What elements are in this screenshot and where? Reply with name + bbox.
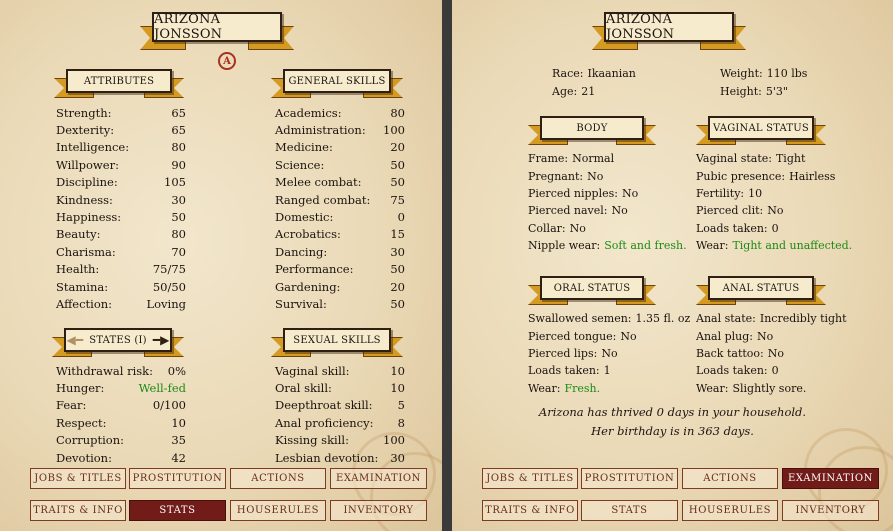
stat-value: 50 xyxy=(390,296,405,311)
stat-value: Well-fed xyxy=(138,381,186,396)
status-label: Vaginal state: xyxy=(696,152,772,166)
stat-label: Charisma: xyxy=(56,244,116,259)
stat-label: Science: xyxy=(275,157,325,172)
stat-row-affection xyxy=(56,295,186,312)
status-label: Wear: xyxy=(696,381,729,395)
stat-value: 50 xyxy=(390,175,405,190)
status-row-loads-taken xyxy=(528,362,690,379)
anal-status-list xyxy=(696,310,847,397)
status-row-pubic-presence xyxy=(696,167,852,184)
stat-value: 42 xyxy=(171,450,186,465)
status-value: 1.35 fl. oz xyxy=(635,312,691,326)
general-skills-header xyxy=(283,69,391,99)
stat-label: Fear: xyxy=(56,398,87,413)
stat-row-stamina xyxy=(56,278,186,295)
stat-label: Acrobatics: xyxy=(275,227,341,242)
stat-row-ranged-combat xyxy=(275,191,405,208)
states-header[interactable] xyxy=(64,328,172,358)
stat-label: Affection: xyxy=(56,296,113,311)
status-value: No xyxy=(587,169,604,183)
oral-status-title: ORAL STATUS xyxy=(553,282,631,294)
stats-page xyxy=(0,0,442,531)
status-row-anal-plug xyxy=(696,327,847,344)
states-title: STATES (I) xyxy=(89,334,147,346)
status-value: Soft and fresh. xyxy=(604,239,687,253)
status-label: Anal state: xyxy=(696,312,756,326)
stat-row-gardening xyxy=(275,278,405,295)
status-row-fertility xyxy=(696,185,852,202)
stat-row-acrobatics xyxy=(275,226,405,243)
status-value: No xyxy=(767,346,784,360)
oral-status-list xyxy=(528,310,690,397)
attributes-header xyxy=(66,69,172,99)
status-value: Fresh. xyxy=(564,381,601,395)
examination-button[interactable]: EXAMINATION xyxy=(782,468,879,489)
status-label: Wear: xyxy=(528,381,561,395)
stat-label: Oral skill: xyxy=(275,381,332,396)
birthday-note: Her birthday is in 363 days. xyxy=(591,424,754,438)
arrow-left-icon[interactable]: ◀━ xyxy=(66,333,84,347)
stat-row-domestic xyxy=(275,208,405,225)
age-label: Age: xyxy=(552,84,578,98)
stat-label: Withdrawal risk: xyxy=(56,363,153,378)
stat-row-science xyxy=(275,156,405,173)
character-name: ARIZONA JONSSON xyxy=(154,12,223,42)
stat-row-vaginal-skill xyxy=(275,362,405,379)
stat-value: 10 xyxy=(390,363,405,378)
stat-label: Willpower: xyxy=(56,157,119,172)
stat-row-performance xyxy=(275,261,405,278)
status-label: Pubic presence: xyxy=(696,169,786,183)
examination-page xyxy=(452,0,893,531)
status-value: No xyxy=(757,329,774,343)
stat-row-medicine xyxy=(275,139,405,156)
stat-value: 50 xyxy=(390,262,405,277)
character-name-banner xyxy=(604,12,734,52)
status-label: Frame: xyxy=(528,152,569,166)
status-row-wear xyxy=(528,380,690,397)
anal-status-header xyxy=(708,276,814,306)
stat-value: 65 xyxy=(171,105,186,120)
status-label: Pierced lips: xyxy=(528,346,598,360)
stat-label: Medicine: xyxy=(275,140,333,155)
status-label: Wear: xyxy=(696,239,729,253)
stat-label: Corruption: xyxy=(56,433,124,448)
stat-row-intelligence xyxy=(56,139,186,156)
general-skills-title: GENERAL SKILLS xyxy=(288,75,386,87)
body-header xyxy=(540,116,644,146)
stat-value: 0/100 xyxy=(152,398,186,413)
status-value: No xyxy=(767,204,784,218)
stat-label: Kissing skill: xyxy=(275,433,349,448)
character-name: ARIZONA JONSSON xyxy=(606,12,675,42)
actions-button[interactable]: ACTIONS xyxy=(682,468,778,489)
stat-label: Strength: xyxy=(56,105,112,120)
stat-value: 105 xyxy=(164,175,186,190)
vaginal-status-list xyxy=(696,150,852,254)
body-title: BODY xyxy=(576,122,608,134)
stat-value: 90 xyxy=(171,157,186,172)
status-label: Pierced tongue: xyxy=(528,329,617,343)
stat-label: Beauty: xyxy=(56,227,101,242)
stat-row-fear xyxy=(56,397,186,414)
stat-label: Discipline: xyxy=(56,175,118,190)
status-label: Nipple wear: xyxy=(528,239,601,253)
jobs-titles-button[interactable]: JOBS & TITLES xyxy=(482,468,578,489)
stat-label: Respect: xyxy=(56,415,107,430)
sexual-skills-header xyxy=(283,328,391,358)
stat-row-kissing-skill xyxy=(275,432,405,449)
stat-row-administration xyxy=(275,121,405,138)
stat-row-corruption xyxy=(56,432,186,449)
status-row-collar xyxy=(528,220,687,237)
stat-value: 30 xyxy=(390,244,405,259)
auto-cycle-icon[interactable]: A xyxy=(218,52,236,70)
prostitution-button[interactable]: PROSTITUTION xyxy=(129,468,226,489)
attributes-title: ATTRIBUTES xyxy=(83,75,155,87)
status-label: Loads taken: xyxy=(696,364,768,378)
inventory-button[interactable]: INVENTORY xyxy=(330,500,427,521)
stat-value: 5 xyxy=(397,398,405,413)
status-value: Normal xyxy=(572,152,615,166)
height-value: 5'3" xyxy=(765,84,788,98)
traits-info-button[interactable]: TRAITS & INFO xyxy=(482,500,578,521)
stat-value: 35 xyxy=(171,433,186,448)
stat-row-deepthroat-skill xyxy=(275,397,405,414)
stat-row-health xyxy=(56,261,186,278)
stat-value: 20 xyxy=(390,279,405,294)
stat-value: 50 xyxy=(171,210,186,225)
stat-value: 100 xyxy=(383,433,405,448)
examination-button[interactable]: EXAMINATION xyxy=(330,468,427,489)
stat-value: 8 xyxy=(397,415,405,430)
status-value: No xyxy=(601,346,618,360)
states-list xyxy=(56,362,186,466)
houserules-button[interactable]: HOUSERULES xyxy=(682,500,778,521)
stat-row-academics xyxy=(275,104,405,121)
actions-button[interactable]: ACTIONS xyxy=(230,468,326,489)
status-value: Hairless xyxy=(789,169,836,183)
stat-value: 70 xyxy=(171,244,186,259)
status-row-nipple-wear xyxy=(528,237,687,254)
status-value: No xyxy=(569,221,586,235)
status-label: Pierced clit: xyxy=(696,204,764,218)
stat-row-withdrawal-risk xyxy=(56,362,186,379)
stat-label: Intelligence: xyxy=(56,140,130,155)
stat-label: Dancing: xyxy=(275,244,328,259)
stat-label: Devotion: xyxy=(56,450,112,465)
stat-label: Gardening: xyxy=(275,279,341,294)
stat-row-discipline xyxy=(56,174,186,191)
stat-label: Health: xyxy=(56,262,100,277)
status-label: Loads taken: xyxy=(696,221,768,235)
race-label: Race: xyxy=(552,67,584,81)
weight-label: Weight: xyxy=(720,67,763,81)
general-skills-list xyxy=(275,104,405,313)
stat-label: Kindness: xyxy=(56,192,113,207)
status-row-frame xyxy=(528,150,687,167)
stat-row-beauty xyxy=(56,226,186,243)
anal-status-title: ANAL STATUS xyxy=(722,282,800,294)
height-label: Height: xyxy=(720,84,762,98)
inventory-button[interactable]: INVENTORY xyxy=(782,500,879,521)
stat-value: 80 xyxy=(390,105,405,120)
info-left xyxy=(552,65,636,100)
stat-label: Ranged combat: xyxy=(275,192,371,207)
status-value: No xyxy=(611,204,628,218)
stat-label: Hunger: xyxy=(56,381,105,396)
stat-row-dexterity xyxy=(56,121,186,138)
status-row-swallowed-semen xyxy=(528,310,690,327)
arrow-right-icon[interactable]: ━▶ xyxy=(152,333,170,347)
stat-label: Melee combat: xyxy=(275,175,362,190)
stat-label: Vaginal skill: xyxy=(275,363,350,378)
stat-value: 80 xyxy=(171,227,186,242)
body-list xyxy=(528,150,687,254)
stat-row-willpower xyxy=(56,156,186,173)
status-row-vaginal-state xyxy=(696,150,852,167)
status-row-pierced-tongue xyxy=(528,327,690,344)
status-row-wear xyxy=(696,380,847,397)
character-name-banner xyxy=(152,12,282,52)
sexual-skills-list xyxy=(275,362,405,466)
stat-label: Happiness: xyxy=(56,210,122,225)
status-value: Tight xyxy=(775,152,806,166)
age-value: 21 xyxy=(581,84,596,98)
stat-row-happiness xyxy=(56,208,186,225)
stat-label: Dexterity: xyxy=(56,123,115,138)
stat-label: Anal proficiency: xyxy=(275,415,374,430)
stat-value: 0 xyxy=(397,210,405,225)
sexual-skills-title: SEXUAL SKILLS xyxy=(293,334,381,346)
stat-label: Lesbian devotion: xyxy=(275,450,379,465)
status-value: Incredibly tight xyxy=(759,312,847,326)
stat-value: 10 xyxy=(390,381,405,396)
stat-row-devotion xyxy=(56,449,186,466)
status-row-pierced-clit xyxy=(696,202,852,219)
vaginal-status-header xyxy=(708,116,814,146)
stat-value: 80 xyxy=(171,140,186,155)
status-label: Loads taken: xyxy=(528,364,600,378)
stat-value: 30 xyxy=(390,450,405,465)
stat-value: 75 xyxy=(390,192,405,207)
status-row-loads-taken xyxy=(696,362,847,379)
stat-row-dancing xyxy=(275,243,405,260)
stat-row-anal-proficiency xyxy=(275,414,405,431)
stats-button[interactable]: STATS xyxy=(129,500,226,521)
status-value: No xyxy=(621,186,639,200)
status-value: Tight and unaffected. xyxy=(732,239,853,253)
status-row-back-tattoo xyxy=(696,345,847,362)
status-value: 1 xyxy=(603,364,611,378)
attributes-list xyxy=(56,104,186,313)
status-label: Swallowed semen: xyxy=(528,312,632,326)
stat-row-respect xyxy=(56,414,186,431)
stat-label: Stamina: xyxy=(56,279,109,294)
stat-value: 30 xyxy=(171,192,186,207)
stat-row-melee-combat xyxy=(275,174,405,191)
status-value: 0 xyxy=(771,221,779,235)
stat-row-oral-skill xyxy=(275,379,405,396)
status-label: Pierced navel: xyxy=(528,204,608,218)
stat-row-survival xyxy=(275,295,405,312)
vaginal-status-title: VAGINAL STATUS xyxy=(713,122,809,134)
status-row-pierced-lips xyxy=(528,345,690,362)
stat-label: Performance: xyxy=(275,262,354,277)
stat-value: 50 xyxy=(390,157,405,172)
stat-value: 100 xyxy=(383,123,405,138)
status-row-pierced-nipples xyxy=(528,185,687,202)
stat-label: Domestic: xyxy=(275,210,334,225)
stats-button[interactable]: STATS xyxy=(581,500,678,521)
status-value: Slightly sore. xyxy=(732,381,807,395)
stat-row-lesbian-devotion xyxy=(275,449,405,466)
household-note: Arizona has thrived 0 days in your household. xyxy=(538,405,807,419)
status-row-pierced-navel xyxy=(528,202,687,219)
status-value: 10 xyxy=(748,186,763,200)
status-value: No xyxy=(620,329,637,343)
status-row-pregnant xyxy=(528,167,687,184)
stat-label: Administration: xyxy=(275,123,366,138)
status-label: Anal plug: xyxy=(696,329,753,343)
status-row-anal-state xyxy=(696,310,847,327)
stat-value: Loving xyxy=(146,296,186,311)
stat-value: 0% xyxy=(167,363,186,378)
stat-row-strength xyxy=(56,104,186,121)
status-row-wear xyxy=(696,237,852,254)
status-label: Fertility: xyxy=(696,186,745,200)
stat-label: Deepthroat skill: xyxy=(275,398,373,413)
stat-row-kindness xyxy=(56,191,186,208)
race-value: Ikaanian xyxy=(587,67,636,81)
stat-value: 20 xyxy=(390,140,405,155)
stat-value: 10 xyxy=(171,415,186,430)
weight-value: 110 lbs xyxy=(766,67,808,81)
stat-value: 50/50 xyxy=(152,279,186,294)
status-label: Pregnant: xyxy=(528,169,584,183)
status-row-loads-taken xyxy=(696,220,852,237)
status-value: 0 xyxy=(771,364,779,378)
stat-value: 65 xyxy=(171,123,186,138)
info-right xyxy=(720,65,807,100)
stat-value: 15 xyxy=(390,227,405,242)
household-notes xyxy=(452,403,893,441)
stat-row-hunger xyxy=(56,379,186,396)
status-label: Collar: xyxy=(528,221,566,235)
oral-status-header xyxy=(540,276,644,306)
stat-value: 75/75 xyxy=(152,262,186,277)
houserules-button[interactable]: HOUSERULES xyxy=(230,500,326,521)
stat-label: Survival: xyxy=(275,296,327,311)
stat-label: Academics: xyxy=(275,105,342,120)
prostitution-button[interactable]: PROSTITUTION xyxy=(581,468,678,489)
status-label: Back tattoo: xyxy=(696,346,764,360)
jobs-titles-button[interactable]: JOBS & TITLES xyxy=(30,468,126,489)
traits-info-button[interactable]: TRAITS & INFO xyxy=(30,500,126,521)
stat-row-charisma xyxy=(56,243,186,260)
status-label: Pierced nipples: xyxy=(528,186,618,200)
